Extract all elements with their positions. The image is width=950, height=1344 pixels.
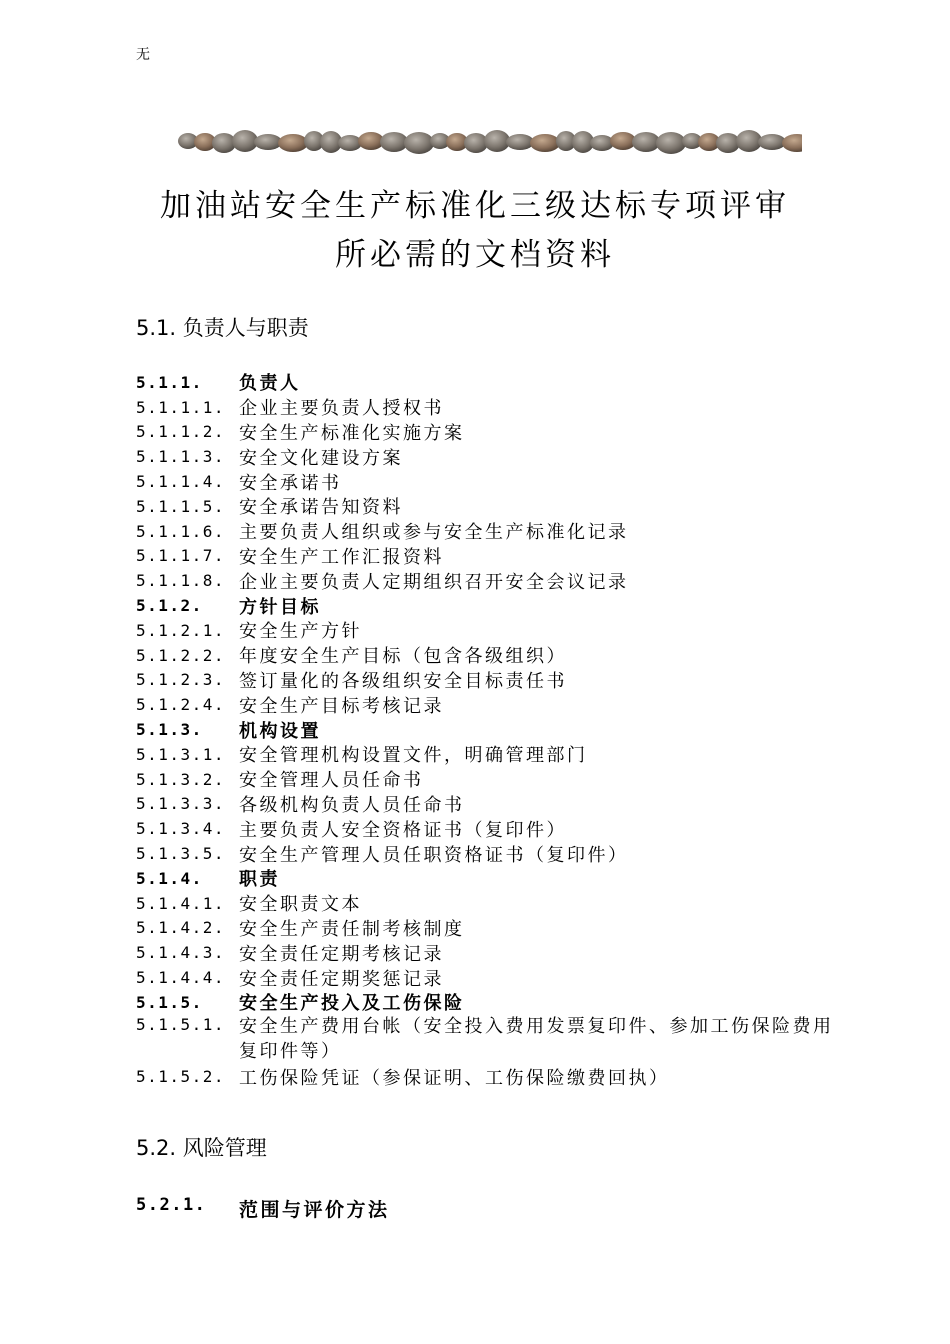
stone-shape [758, 134, 786, 150]
toc-number: 5.1.3.4. [136, 819, 226, 839]
toc-item-row [136, 643, 856, 668]
toc-heading-row [136, 866, 856, 891]
subsection-number: 5.2.1. [136, 1195, 207, 1215]
toc-number: 5.1.2.1. [136, 620, 226, 640]
toc-text: 安全生产投入及工伤保险 [239, 993, 465, 1015]
toc-text: 安全生产责任制考核制度 [239, 918, 465, 940]
toc-text: 安全生产方针 [239, 621, 362, 643]
stone-shape [232, 130, 258, 152]
toc-heading-row [136, 717, 856, 742]
toc-number: 5.1.3.1. [136, 744, 226, 764]
stone-shape [380, 132, 408, 152]
toc-number: 5.1.1. [136, 372, 203, 392]
toc-number: 5.1.1.8. [136, 571, 226, 591]
toc-number: 5.1.1.5. [136, 496, 226, 516]
toc-number: 5.1.1.6. [136, 521, 226, 541]
toc-heading-row [136, 370, 856, 395]
toc-text: 安全承诺告知资料 [239, 497, 403, 519]
toc-text: 安全职责文本 [239, 894, 362, 916]
toc-text: 安全生产工作汇报资料 [239, 546, 444, 568]
toc-text: 安全生产标准化实施方案 [239, 423, 465, 444]
toc-number: 5.1.3.5. [136, 844, 226, 864]
header-mark: 无 [136, 47, 150, 63]
toc-item-row [136, 519, 856, 544]
toc-heading-row [136, 593, 856, 618]
toc-item-row [136, 692, 856, 717]
toc-text: 安全管理机构设置文件，明确管理部门 [239, 745, 588, 767]
toc-number: 5.1.1.2. [136, 422, 226, 442]
stone-divider-image [172, 126, 802, 158]
toc-number: 5.1.4.1. [136, 893, 226, 913]
toc-text: 工伤保险凭证（参保证明、工伤保险缴费回执） [239, 1067, 670, 1089]
toc-number: 5.1.1.1. [136, 397, 226, 417]
toc-text: 各级机构负责人员任命书 [239, 794, 465, 816]
toc-text: 安全管理人员任命书 [239, 770, 424, 792]
toc-item-row [136, 494, 856, 519]
toc-item-row [136, 767, 856, 792]
toc-number: 5.1.4.2. [136, 918, 226, 938]
toc-item-row [136, 816, 856, 841]
toc-text: 机构设置 [239, 720, 321, 742]
document-title-line-1: 加油站安全生产标准化三级达标专项评审 [160, 188, 790, 224]
toc-text: 安全文化建设方案 [239, 447, 403, 469]
toc-text: 企业主要负责人定期组织召开安全会议记录 [239, 571, 629, 593]
toc-number: 5.1.4.4. [136, 968, 226, 988]
toc-number: 5.1.5. [136, 992, 203, 1012]
toc-text: 安全生产目标考核记录 [239, 695, 444, 717]
toc-number: 5.1.3.3. [136, 794, 226, 814]
stone-shape [278, 134, 308, 152]
section-heading-5-1: 5.1. 负责人与职责 [136, 316, 309, 340]
toc-item-row [136, 568, 856, 593]
toc-list [136, 370, 856, 1089]
toc-number: 5.1.3. [136, 720, 203, 740]
toc-number: 5.1.5.2. [136, 1067, 226, 1087]
subsection-title: 范围与评价方法 [239, 1199, 390, 1221]
stone-shape [254, 134, 282, 150]
stone-shape [656, 132, 686, 154]
section-heading-5-2: 5.2. 风险管理 [136, 1136, 267, 1160]
toc-number: 5.1.1.4. [136, 472, 226, 492]
toc-text: 企业主要负责人授权书 [239, 398, 444, 420]
toc-number: 5.1.4. [136, 868, 203, 888]
toc-number: 5.1.2.3. [136, 670, 226, 690]
toc-number: 5.1.1.3. [136, 447, 226, 467]
toc-text: 年度安全生产目标（包含各级组织） [239, 646, 567, 668]
toc-item-row [136, 469, 856, 494]
toc-item-row [136, 618, 856, 643]
stone-shape [782, 134, 802, 152]
toc-item-row [136, 668, 856, 693]
toc-number: 5.1.3.2. [136, 769, 226, 789]
toc-text: 负责人 [239, 373, 301, 395]
stone-shape [736, 130, 762, 152]
stone-shape [484, 130, 510, 152]
toc-item-row [136, 916, 856, 941]
toc-item-row [136, 940, 856, 965]
toc-text: 主要负责人安全资格证书（复印件） [239, 819, 567, 841]
toc-number: 5.1.2. [136, 596, 203, 616]
toc-item-row [136, 1064, 856, 1089]
toc-text: 主要负责人组织或参与安全生产标准化记录 [239, 522, 629, 544]
stone-shape [404, 132, 434, 154]
toc-number: 5.1.2.2. [136, 645, 226, 665]
toc-item-row [136, 792, 856, 817]
subsection-5-2-1 [136, 1195, 390, 1222]
toc-text: 签订量化的各级组织安全目标责任书 [239, 670, 567, 692]
toc-text: 安全生产费用台帐（安全投入费用发票复印件、参加工伤保险费用复印件等） [239, 1015, 834, 1062]
toc-item-row [136, 544, 856, 569]
toc-item-row [136, 742, 856, 767]
toc-text: 方针目标 [239, 596, 321, 618]
toc-item-row [136, 891, 856, 916]
toc-heading-row [136, 990, 856, 1015]
toc-item-row [136, 395, 856, 420]
toc-number: 5.1.4.3. [136, 943, 226, 963]
toc-item-row [136, 420, 856, 445]
toc-number: 5.1.5.1. [136, 1014, 226, 1034]
stone-shape [506, 134, 534, 150]
toc-item-row [136, 1015, 856, 1065]
stone-shape [632, 132, 660, 152]
toc-item-row [136, 444, 856, 469]
document-title-line-2: 所必需的文档资料 [335, 237, 615, 273]
toc-text: 安全责任定期奖惩记录 [239, 968, 444, 990]
stone-shape [530, 134, 560, 152]
toc-number: 5.1.2.4. [136, 695, 226, 715]
toc-text: 安全生产管理人员任职资格证书（复印件） [239, 844, 629, 866]
toc-text: 安全承诺书 [239, 472, 342, 494]
toc-item-row [136, 965, 856, 990]
toc-text: 安全责任定期考核记录 [239, 943, 444, 965]
toc-number: 5.1.1.7. [136, 546, 226, 566]
toc-item-row [136, 841, 856, 866]
toc-text: 职责 [239, 869, 280, 891]
